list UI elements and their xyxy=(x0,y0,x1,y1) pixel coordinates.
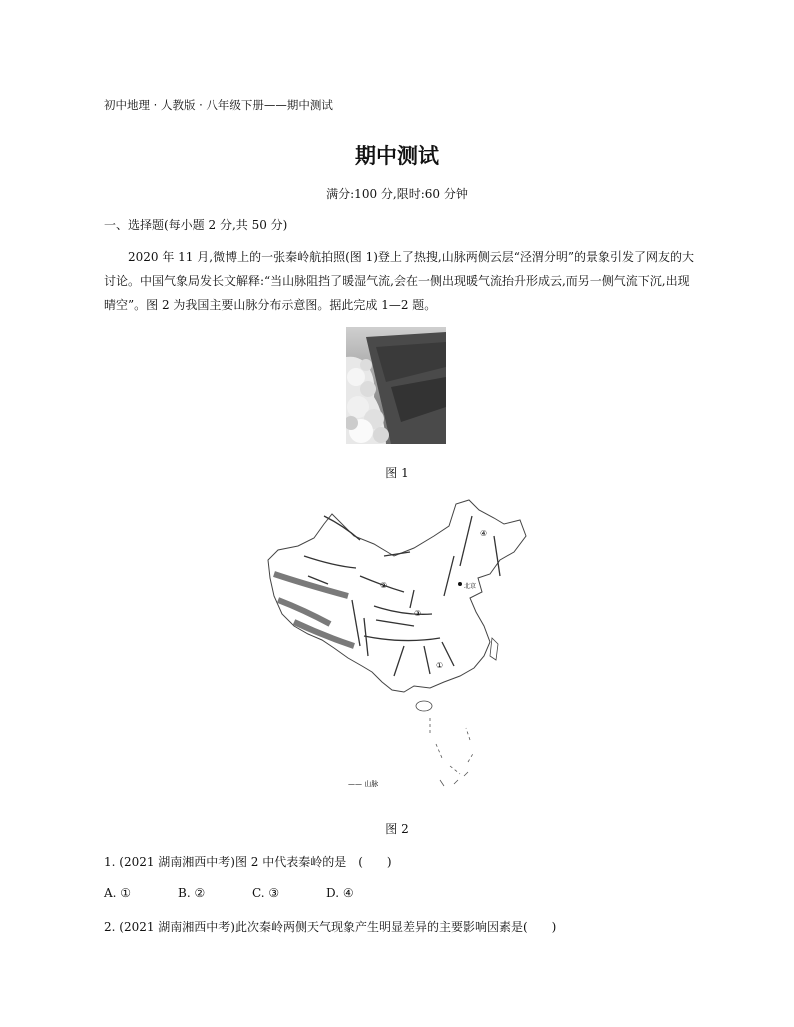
map-label-beijing: 北京 xyxy=(464,583,477,590)
map-label-3: ③ xyxy=(414,609,422,618)
figure1-caption: 图 1 xyxy=(385,466,409,480)
exam-info: 满分:100 分,限时:60 分钟 xyxy=(326,187,468,201)
question-1-options xyxy=(104,886,400,900)
map-label-4: ④ xyxy=(480,529,488,538)
question-2: 2. (2021 湖南湘西中考)此次秦岭两侧天气现象产生明显差异的主要影响因素是( ) xyxy=(104,920,557,934)
qinling-aerial-photo xyxy=(346,327,446,444)
figure2-caption: 图 2 xyxy=(385,822,409,836)
map-label-2: ② xyxy=(380,581,388,590)
option-b[interactable]: B. ② xyxy=(178,886,206,900)
question-1: 1. (2021 湖南湘西中考)图 2 中代表秦岭的是 ( ) xyxy=(104,855,392,869)
header-series: 初中地理 · 人教版 · 八年级下册——期中测试 xyxy=(104,98,333,112)
map-label-1: ① xyxy=(436,661,444,670)
intro-paragraph: 2020 年 11 月,微博上的一张秦岭航拍照(图 1)登上了热搜,山脉两侧云层“泾渭分明”的景象引发了网友的大讨论。中国气象局发长文解释:“当山脉阻挡了暖湿气流,会在一侧出现暖气流抬升形成云,而另一侧气流下沉,出现晴空”。图 2 为我国主要山脉分布示意图。据此完成 1—2 题。 xyxy=(104,250,694,312)
page-title: 期中测试 xyxy=(355,144,439,168)
option-c[interactable]: C. ③ xyxy=(252,886,280,900)
map-legend: —— 山脉 xyxy=(348,780,379,788)
option-d[interactable]: D. ④ xyxy=(326,886,354,900)
option-a[interactable]: A. ① xyxy=(104,886,132,900)
section-heading: 一、选择题(每小题 2 分,共 50 分) xyxy=(104,218,288,232)
china-mountains-map xyxy=(264,496,530,802)
